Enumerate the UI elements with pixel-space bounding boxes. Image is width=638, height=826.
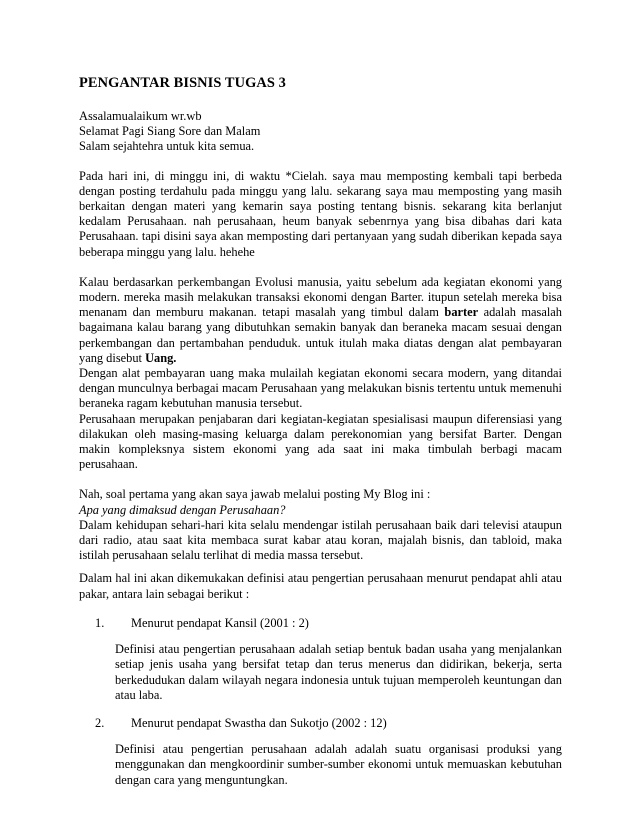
penjabaran-paragraph: Perusahaan merupakan penjabaran dari kegiatan-kegiatan spesialisasi maupun diferensiasi yang dilakukan oleh masing-masing keluarga dalam perekonomian yang bersifat Barter. Dengan makin kompleksnya sistem ekonomi yang ada saat ini maka timbulah berbagi macam perusahaan. <box>79 411 562 472</box>
list-item-body: Definisi atau pengertian perusahaan adalah setiap bentuk badan usaha yang menjalankan setiap jenis usaha yang bersifat tetap dan terus menerus dan didirikan, bekerja, serta berkedudukan dalam wilayah negara indonesia untuk tujuan memperoleh keuntungan dan atau laba. <box>115 642 562 702</box>
list-number: 2. <box>95 715 105 730</box>
list-item <box>79 716 562 788</box>
barter-bold: barter <box>444 305 479 320</box>
question-intro: Nah, soal pertama yang akan saya jawab melalui posting My Blog ini : <box>79 487 431 502</box>
list-item-heading: Menurut pendapat Swastha dan Sukotjo (2002 : 12) <box>131 715 387 730</box>
document-title: PENGANTAR BISNIS TUGAS 3 <box>79 75 286 91</box>
list-item-body: Definisi atau pengertian perusahaan adalah adalah suatu organisasi produksi yang menggunakan dan mengkoordinir sumber-sumber ekonomi untuk memuaskan kebutuhan dengan cara yang menguntungkan. <box>115 742 562 787</box>
intro-paragraph: Pada hari ini, di minggu ini, di waktu *Cielah. saya mau memposting kembali tapi berbeda dengan posting terdahulu pada minggu yang lalu. sekarang saya mau memposting yang masih berkaitan dengan materi yang kemarin saya posting tentang bisnis. sekarang kita berlanjut kedalam Perusahaan. nah perusahaan, heum banyak sebenrnya yang bisa dibahas dari kata Perusahaan. tapi disini saya akan memposting dari pertanyaan yang sudah diberikan kepada saya beberapa minggu yang lalu. hehehe <box>79 168 562 259</box>
list-item <box>79 616 562 703</box>
modern-paragraph: Dengan alat pembayaran uang maka mulailah kegiatan ekonomi secara modern, yang ditandai dengan munculnya berbagai macam Perusahaan yang melakukan bisnis tertentu untuk memenuhi beraneka ragam kebutuhan manusia tersebut. <box>79 366 562 411</box>
greeting-block <box>79 109 562 155</box>
greeting-line: Assalamualaikum wr.wb <box>79 109 202 123</box>
greeting-line: Salam sejahtehra untuk kita semua. <box>79 139 255 154</box>
greeting-line: Selamat Pagi Siang Sore dan Malam <box>79 124 261 139</box>
list-number: 1. <box>95 615 105 630</box>
question-text: Apa yang dimaksud dengan Perusahaan? <box>79 502 286 517</box>
uang-bold: Uang. <box>145 350 177 365</box>
evolusi-paragraph <box>79 275 562 366</box>
evolusi-text-2: adalah masalah bagaimana kalau barang yang dibutuhkan semakin banyak dan beraneka macam sesuai dengan perkembangan dan pertambahan penduduk. untuk itulah maka diatas dengan alat pembayaran yang disebut <box>79 305 563 365</box>
definisi-intro: Dalam hal ini akan dikemukakan definisi atau pengertian perusahaan menurut pendapat ahli atau pakar, antara lain sebagai berikut : <box>79 571 562 601</box>
kehidupan-paragraph: Dalam kehidupan sehari-hari kita selalu mendengar istilah perusahaan baik dari televisi ataupun dari radio, atau saat kita membaca surat kabar atau koran, majalah bisnis, dan tabloid, maka istilah perusahaan selalu terlihat di media massa tersebut. <box>79 517 562 563</box>
definition-list <box>79 616 562 788</box>
evolusi-text-1: Kalau berdasarkan perkembangan Evolusi manusia, yaitu sebelum ada kegiatan ekonomi yang modern. mereka masih melakukan transaksi ekonomi dengan Barter. itupun setelah mereka bisa menanam dan memburu makanan. tetapi masalah yang timbul dalam <box>79 274 562 320</box>
list-item-heading: Menurut pendapat Kansil (2001 : 2) <box>131 615 309 630</box>
